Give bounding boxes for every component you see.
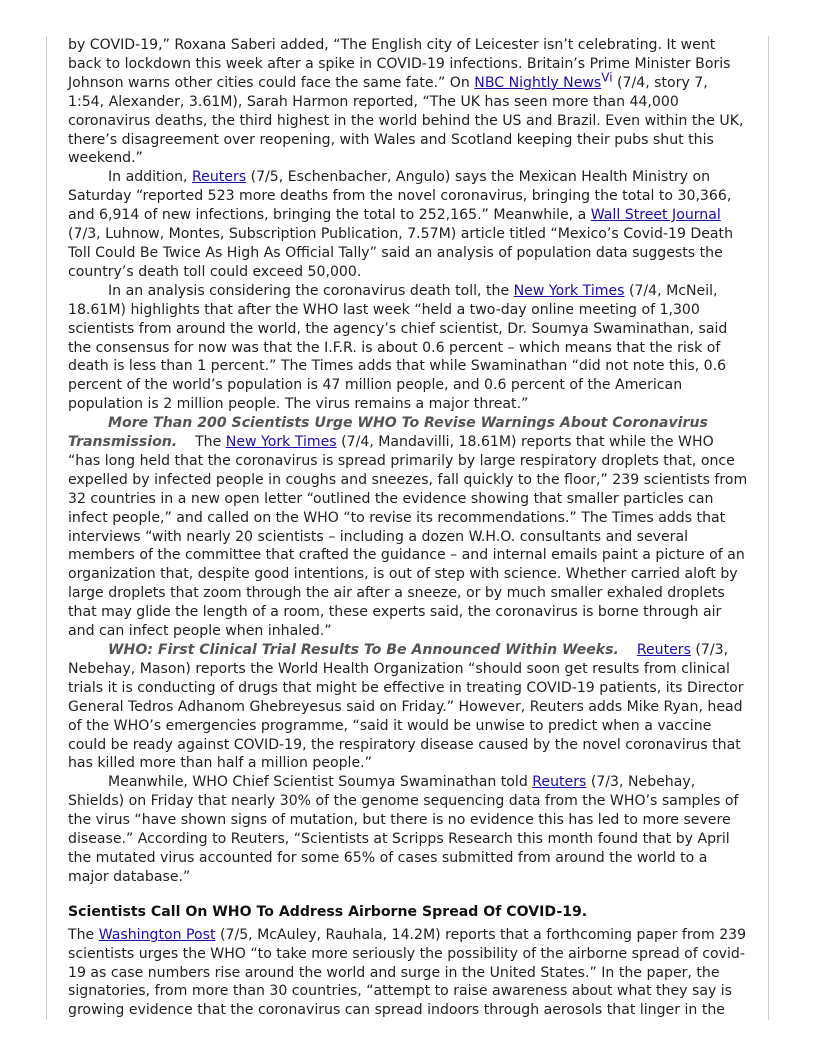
section-heading: Scientists Call On WHO To Address Airborne Spread Of COVID-19. [68, 903, 588, 920]
paragraph-text: (7/4, story 7, 1:54, Alexander, 3.61M), Sarah Harmon reported, “The UK has seen more than 44,000 coronavirus deaths, the third highest in the world behind the US and Brazil. Even within the UK, there’s disagreement over reopening, with Wales and Scotland keeping their pubs shut this weekend.” [68, 74, 744, 167]
link-reuters[interactable]: Reuters [532, 774, 587, 791]
link-reuters[interactable]: Reuters [636, 642, 691, 658]
document-body [68, 36, 748, 1020]
paragraph-text: The [177, 434, 226, 451]
link-reuters[interactable]: Reuters [191, 169, 247, 186]
left-margin-rule [46, 36, 47, 1020]
paragraph-text: Meanwhile, WHO Chief Scientist Soumya Swaminathan told [108, 774, 533, 791]
paragraph-text: The [68, 926, 99, 943]
story-headline: More Than 200 Scientists Urge WHO To Revise Warnings About Coronavirus Transmission. [68, 415, 708, 451]
paragraph-text: (7/5, Eschenbacher, Angulo) says the Mexican Health Ministry on Saturday “reported 523 more deaths from the novel coronavirus, bringing the total to 30,366, and 6,914 of new infections, bringing the total to 252,165.” Meanwhile, a [68, 169, 732, 224]
paragraph-genome-mutation [68, 773, 748, 886]
right-margin-rule [768, 36, 769, 1020]
link-washington-post[interactable]: Washington Post [98, 926, 216, 943]
paragraph-text: (7/4, Mandavilli, 18.61M) reports that while the WHO “has long held that the coronavirus is spread primarily by large respiratory droplets that, once expelled by infected people in coughs and sneezes, fall quickly to the floor,” 239 scientists from 32 countries in a new open letter “outlined the evidence showing that smaller particles can infect people,” and called on the WHO “to revise its recommendations.” The Times adds that interviews “with nearly 20 scientists – including a dozen W.H.O. consultants and several members of the committee that crafted the guidance – and internal emails paint a picture of an organization that, despite good intentions, is out of step with science. Whether carried aloft by large droplets that zoom through the air after a sneeze, or by much smaller exhaled droplets that may glide the length of a room, these experts said, the coronavirus is borne through air and can infect people when inhaled.” [68, 434, 748, 640]
paragraph-mexico [68, 168, 748, 281]
paragraph-text: (7/3, Nebehay, Mason) reports the World Health Organization “should soon get results from clinical trials it is conducting of drugs that might be effective in treating COVID-19 patients, its Director General Tedros Adhanom Ghebreyesus said on Friday.” However, Reuters adds Mike Ryan, head of the WHO’s emergencies programme, “said it would be unwise to predict when a vaccine could be ready against COVID-19, the respiratory disease caused by the novel coronavirus that has killed more than half a million people.” [68, 642, 744, 772]
paragraph-text: by COVID-19,” Roxana Saberi added, “The English city of Leicester isn’t celebrating. It went back to lockdown this week after a spike in COVID-19 infections. Britain’s Prime Minister Boris Johnson warns other cities could face the same fate.” On [68, 37, 731, 91]
link-new-york-times[interactable]: New York Times [225, 434, 337, 451]
paragraph-text: (7/3, Nebehay, Shields) on Friday that nearly 30% of the genome sequencing data from the WHO’s samples of the virus “have shown signs of mutation, but there is no evidence this has led to more severe disease.” According to Reuters, “Scientists at Scripps Research this month found that by April the mutated virus accounted for some 65% of cases submitted from around the world to a major database.” [68, 774, 739, 885]
paragraph-text: (7/5, McAuley, Rauhala, 14.2M) reports that a forthcoming paper from 239 scientists urges the WHO “to take more seriously the possibility of the airborne spread of covid-19 as case numbers rise around the world and surge in the United States.” In the paper, the signatories, from more than 30 countries, “attempt to raise awareness about what they say is growing evidence that the coronavirus can spread indoors through aerosols that linger in the [68, 926, 747, 1019]
video-marker[interactable]: Vi [601, 70, 613, 85]
paragraph-text: (7/3, Luhnow, Montes, Subscription Publication, 7.57M) article titled “Mexico’s Covid-19 Death Toll Could Be Twice As High As Official Tally” said an analysis of population data suggests the country’s death toll could exceed 50,000. [68, 226, 734, 280]
paragraph-airborne-spread [68, 926, 748, 1021]
paragraph-text: In an analysis considering the coronavirus death toll, the [108, 282, 514, 299]
paragraph-text [619, 642, 637, 658]
paragraph-clinical-trials [68, 641, 748, 773]
paragraph-text: (7/4, McNeil, 18.61M) highlights that after the WHO last week “held a two-day online meeting of 1,300 scientists from around the world, the agency’s chief scientist, Dr. Soumya Swaminathan, said the consensus for now was that the I.F.R. is about 0.6 percent – which means that the risk of death is less than 1 percent.” The Times adds that while Swaminathan “did not note this, 0.6 percent of the world’s population is 47 million people, and 0.6 percent of the American population is 2 million people. The virus remains a major threat.” [68, 282, 728, 413]
paragraph-death-toll-analysis [68, 282, 748, 414]
story-headline: WHO: First Clinical Trial Results To Be Announced Within Weeks. [108, 642, 619, 658]
paragraph-text: In addition, [108, 169, 192, 186]
link-new-york-times[interactable]: New York Times [513, 282, 625, 299]
link-wall-street-journal[interactable]: Wall Street Journal [590, 207, 721, 224]
link-nbc-nightly-news[interactable]: NBC Nightly News [474, 74, 602, 91]
paragraph-uk-reopening [68, 36, 748, 168]
paragraph-scientists-urge-who [68, 414, 748, 641]
